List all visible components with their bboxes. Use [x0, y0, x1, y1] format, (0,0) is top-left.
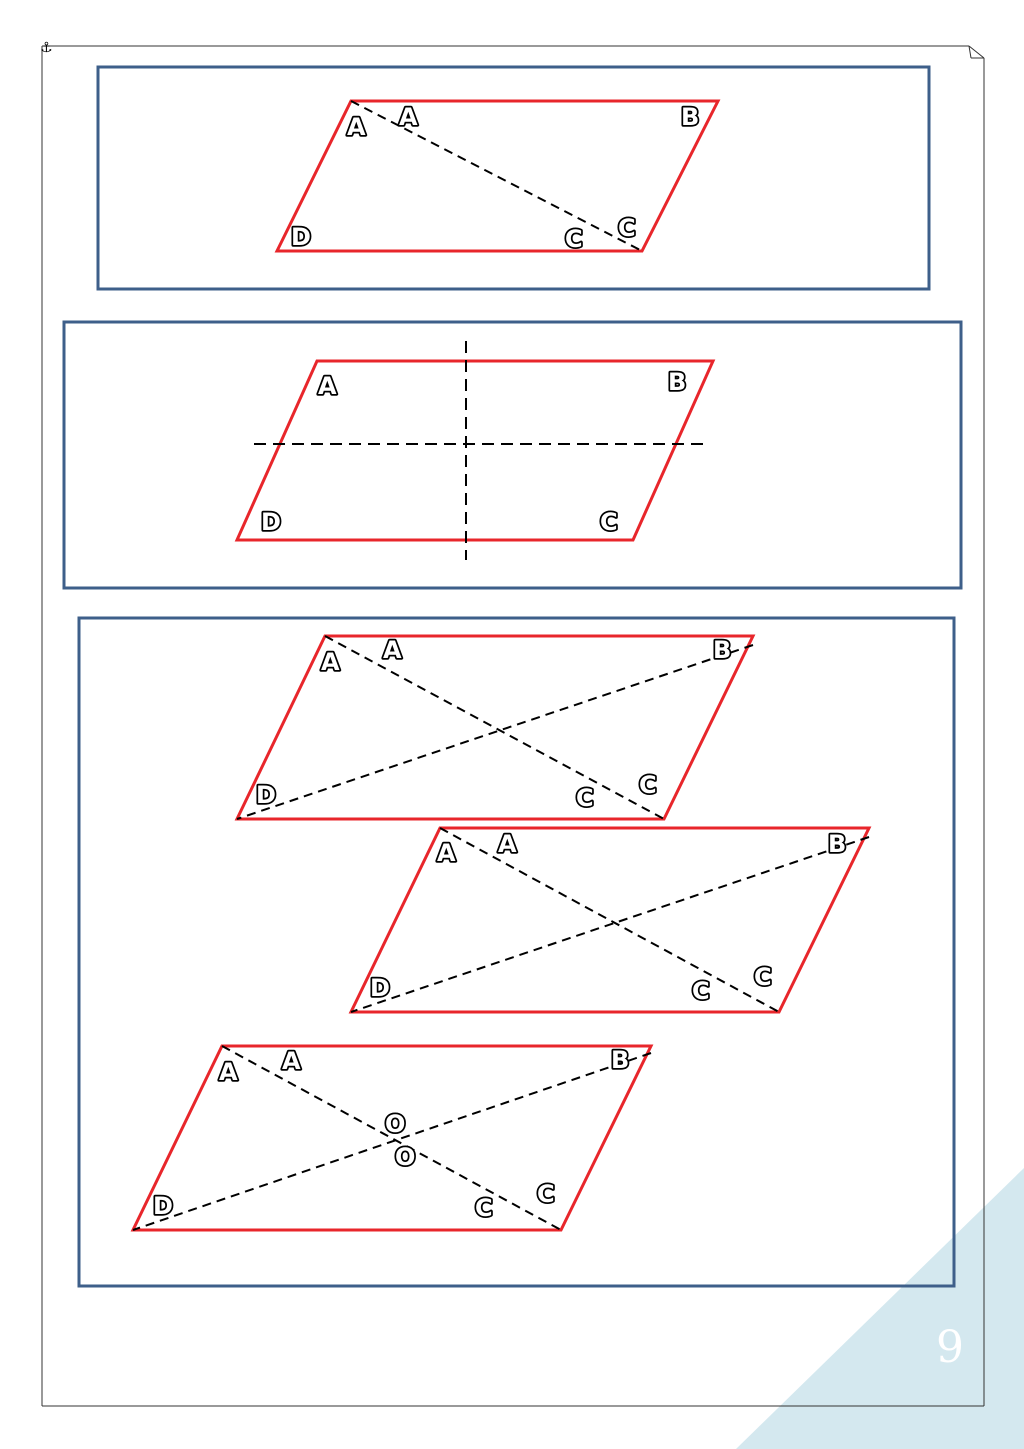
label-b-3b: B	[828, 830, 847, 858]
parallelogram-3a	[237, 636, 753, 819]
label-d-3a: D	[256, 781, 276, 809]
label-c-outer-1: C	[618, 214, 636, 242]
label-c-inner-3b: C	[692, 977, 710, 1005]
frame-3	[79, 618, 954, 1286]
label-a-inner-3a: A	[321, 648, 340, 676]
label-c-2: C	[600, 508, 618, 536]
label-c-outer-3c: C	[537, 1180, 555, 1208]
parallelogram-3c	[133, 1046, 651, 1230]
label-a-outer-3a: A	[383, 636, 402, 664]
page-number: 9	[936, 1322, 964, 1373]
label-d-3b: D	[370, 974, 390, 1002]
label-a-2: A	[318, 372, 337, 400]
label-d-2: D	[261, 508, 281, 536]
label-d-3c: D	[153, 1192, 173, 1220]
label-d-1: D	[291, 223, 311, 251]
parallelogram-2	[237, 361, 713, 540]
parallelogram-1	[277, 101, 718, 251]
anchor-icon: ⚓	[40, 40, 53, 56]
label-a-inner-3b: A	[437, 839, 456, 867]
label-c-outer-3a: C	[639, 771, 657, 799]
diagonal-ac-3a	[325, 636, 664, 819]
label-b-3c: B	[611, 1046, 630, 1074]
label-c-inner-3c: C	[475, 1194, 493, 1222]
diagonal-ac-1	[351, 101, 642, 251]
label-a-outer-1: A	[399, 103, 418, 131]
diagonal-ac-3c	[222, 1046, 561, 1230]
label-a-inner-1: A	[347, 113, 366, 141]
label-c-outer-3b: C	[754, 963, 772, 991]
label-a-inner-3c: A	[219, 1058, 238, 1086]
label-b-2: B	[668, 368, 687, 396]
label-b-3a: B	[713, 636, 732, 664]
label-a-outer-3c: A	[282, 1047, 301, 1075]
corner-triangle-decoration	[736, 1168, 1024, 1449]
label-a-outer-3b: A	[498, 830, 517, 858]
label-o-lower-3c: O	[395, 1143, 416, 1171]
label-c-inner-1: C	[565, 225, 583, 253]
label-b-1: B	[681, 103, 700, 131]
label-c-inner-3a: C	[576, 784, 594, 812]
parallelogram-3b	[351, 828, 869, 1012]
diagonal-ac-3b	[440, 828, 779, 1012]
label-o-upper-3c: O	[385, 1110, 406, 1138]
